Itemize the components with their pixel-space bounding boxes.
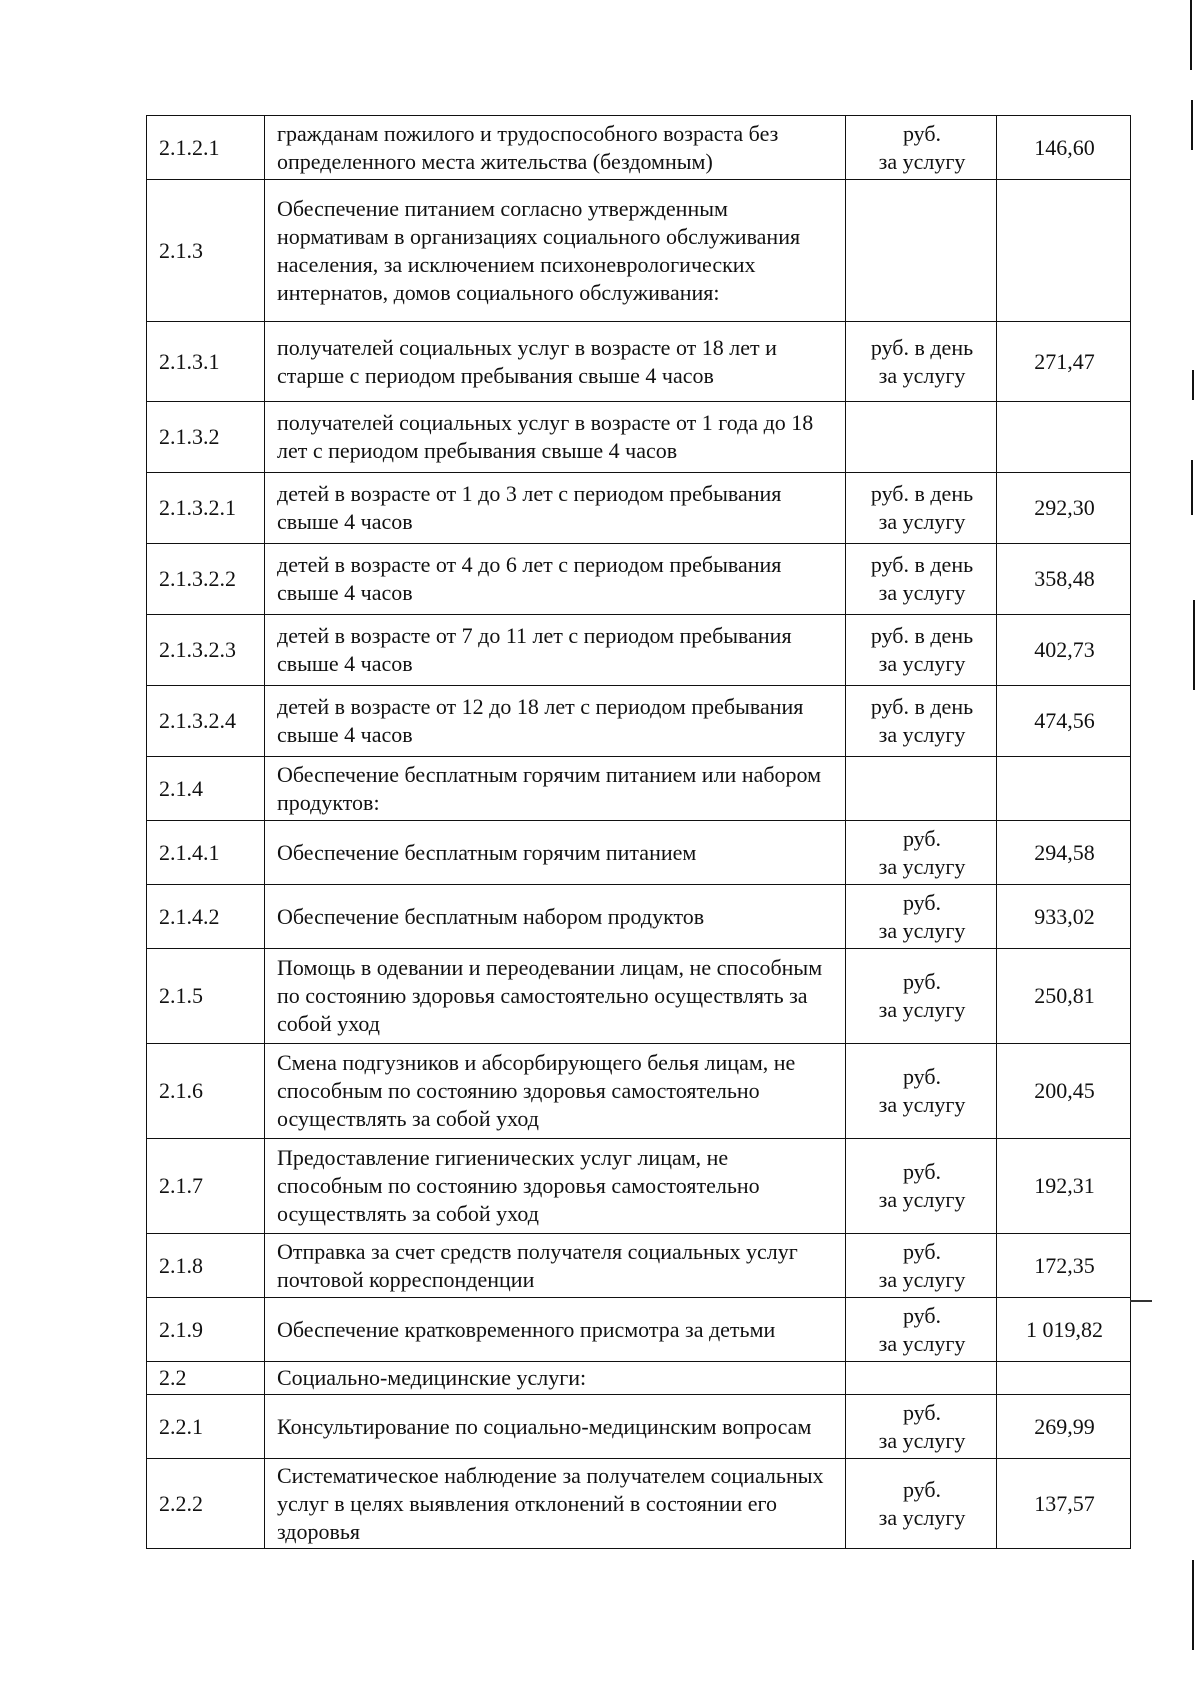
table-row — [147, 949, 1131, 1044]
service-name: Обеспечение питанием согласно утвержденным нормативам в организациях социального обслуживания населения, за исключением психоневрологических интернатов, домов социального обслуживания: — [265, 180, 846, 322]
unit-line-1: руб. в день — [870, 334, 974, 360]
item-code: 2.1.3.2.2 — [147, 544, 265, 615]
service-name: Обеспечение бесплатным горячим питанием или набором продуктов: — [265, 757, 846, 821]
unit-line-1: руб. — [902, 825, 942, 851]
service-name: детей в возрасте от 1 до 3 лет с периодом пребывания свыше 4 часов — [265, 473, 846, 544]
unit-line-2: за услугу — [878, 1427, 966, 1453]
item-code: 2.1.3 — [147, 180, 265, 322]
unit-cell — [846, 1395, 997, 1459]
unit-line-1: руб. — [902, 1476, 942, 1502]
unit-cell — [846, 757, 997, 821]
unit-cell — [846, 1234, 997, 1298]
unit-line-1: руб. в день — [870, 552, 974, 577]
unit-cell — [846, 885, 997, 949]
table-row — [147, 686, 1131, 757]
table-row — [147, 473, 1131, 544]
unit-line-1: руб. — [902, 1159, 942, 1184]
unit-cell — [846, 1459, 997, 1549]
unit-line-1: руб. — [902, 1238, 942, 1264]
table-row — [147, 180, 1131, 322]
table-row — [147, 885, 1131, 949]
table-row — [147, 544, 1131, 615]
scan-edge-mark — [1191, 100, 1193, 150]
unit-line-2: за услугу — [878, 997, 966, 1022]
table-edge-overhang — [1130, 1300, 1152, 1302]
unit-line-2: за услугу — [878, 722, 966, 747]
table-row — [147, 615, 1131, 686]
service-name: Помощь в одевании и переодевании лицам, не способным по состоянию здоровья самостоятельно осуществлять за собой уход — [265, 949, 846, 1044]
item-code: 2.1.3.2.3 — [147, 615, 265, 686]
service-name: детей в возрасте от 4 до 6 лет с периодом пребывания свыше 4 часов — [265, 544, 846, 615]
price-value: 172,35 — [997, 1234, 1131, 1298]
item-code: 2.1.8 — [147, 1234, 265, 1298]
price-value: 474,56 — [997, 686, 1131, 757]
table-row — [147, 402, 1131, 473]
table-row — [147, 1362, 1131, 1395]
unit-line-2: за услугу — [878, 580, 966, 605]
table-row — [147, 821, 1131, 885]
scan-edge-mark — [1193, 600, 1195, 690]
scan-edge-mark — [1192, 1560, 1194, 1650]
unit-cell — [846, 1362, 997, 1395]
table-row — [147, 116, 1131, 180]
unit-line-1: руб. — [902, 1302, 942, 1328]
price-value: 402,73 — [997, 615, 1131, 686]
scan-edge-mark — [1190, 0, 1192, 70]
unit-line-1: руб. — [902, 889, 942, 915]
service-name: Предоставление гигиенических услуг лицам, не способным по состоянию здоровья самостоятельно осуществлять за собой уход — [265, 1139, 846, 1234]
table-row — [147, 1395, 1131, 1459]
table-row — [147, 1139, 1131, 1234]
unit-cell — [846, 1139, 997, 1234]
item-code: 2.2.2 — [147, 1459, 265, 1549]
price-value — [997, 1362, 1131, 1395]
unit-cell — [846, 821, 997, 885]
unit-line-2: за услугу — [878, 1187, 966, 1212]
service-name: Обеспечение кратковременного присмотра за детьми — [265, 1298, 846, 1362]
item-code: 2.1.4.1 — [147, 821, 265, 885]
price-value: 200,45 — [997, 1044, 1131, 1139]
unit-cell — [846, 1298, 997, 1362]
unit-line-2: за услугу — [878, 1504, 966, 1530]
unit-cell — [846, 686, 997, 757]
price-value: 137,57 — [997, 1459, 1131, 1549]
service-name: Консультирование по социально-медицинским вопросам — [265, 1395, 846, 1459]
item-code: 2.2 — [147, 1362, 265, 1395]
service-name: Социально-медицинские услуги: — [265, 1362, 846, 1395]
unit-line-1: руб. в день — [870, 694, 974, 719]
unit-line-2: за услугу — [878, 651, 966, 676]
service-name: детей в возрасте от 7 до 11 лет с периодом пребывания свыше 4 часов — [265, 615, 846, 686]
unit-line-1: руб. в день — [870, 623, 974, 648]
price-value: 269,99 — [997, 1395, 1131, 1459]
item-code: 2.1.3.2 — [147, 402, 265, 473]
scan-edge-mark — [1192, 370, 1194, 400]
service-name: получателей социальных услуг в возрасте от 18 лет и старше с периодом пребывания свыше 4 часов — [265, 322, 846, 402]
item-code: 2.1.3.1 — [147, 322, 265, 402]
table-row — [147, 322, 1131, 402]
unit-line-1: руб. — [902, 969, 942, 994]
tariff-table-body — [147, 116, 1131, 1549]
service-name: гражданам пожилого и трудоспособного возраста без определенного места жительства (бездомным) — [265, 116, 846, 180]
item-code: 2.1.3.2.4 — [147, 686, 265, 757]
item-code: 2.1.9 — [147, 1298, 265, 1362]
price-value — [997, 757, 1131, 821]
table-row — [147, 1459, 1131, 1549]
price-value: 271,47 — [997, 322, 1131, 402]
table-row — [147, 1234, 1131, 1298]
service-name: детей в возрасте от 12 до 18 лет с периодом пребывания свыше 4 часов — [265, 686, 846, 757]
price-value: 294,58 — [997, 821, 1131, 885]
unit-line-2: за услугу — [878, 509, 966, 534]
scan-edge-mark — [1191, 460, 1193, 515]
unit-cell — [846, 544, 997, 615]
service-name: Отправка за счет средств получателя социальных услуг почтовой корреспонденции — [265, 1234, 846, 1298]
unit-line-2: за услугу — [878, 1092, 966, 1117]
price-value: 250,81 — [997, 949, 1131, 1044]
unit-line-2: за услугу — [878, 362, 966, 388]
unit-line-2: за услугу — [878, 853, 966, 879]
unit-cell — [846, 1044, 997, 1139]
unit-cell — [846, 322, 997, 402]
price-value: 1 019,82 — [997, 1298, 1131, 1362]
item-code: 2.1.5 — [147, 949, 265, 1044]
price-value — [997, 180, 1131, 322]
unit-cell — [846, 180, 997, 322]
table-row — [147, 757, 1131, 821]
item-code: 2.1.4 — [147, 757, 265, 821]
item-code: 2.2.1 — [147, 1395, 265, 1459]
table-row — [147, 1044, 1131, 1139]
item-code: 2.1.2.1 — [147, 116, 265, 180]
item-code: 2.1.6 — [147, 1044, 265, 1139]
price-value: 146,60 — [997, 116, 1131, 180]
price-value — [997, 402, 1131, 473]
table-row — [147, 1298, 1131, 1362]
unit-line-1: руб. — [902, 120, 942, 146]
service-name: Обеспечение бесплатным набором продуктов — [265, 885, 846, 949]
unit-cell — [846, 473, 997, 544]
unit-line-1: руб. — [902, 1399, 942, 1425]
price-value: 192,31 — [997, 1139, 1131, 1234]
service-name: Смена подгузников и абсорбирующего белья лицам, не способным по состоянию здоровья самостоятельно осуществлять за собой уход — [265, 1044, 846, 1139]
unit-cell — [846, 116, 997, 180]
unit-line-2: за услугу — [878, 148, 966, 174]
unit-cell — [846, 949, 997, 1044]
unit-line-1: руб. — [902, 1064, 942, 1089]
item-code: 2.1.4.2 — [147, 885, 265, 949]
tariff-table — [146, 115, 1131, 1549]
unit-cell — [846, 402, 997, 473]
unit-line-2: за услугу — [878, 1330, 966, 1356]
unit-cell — [846, 615, 997, 686]
price-value: 933,02 — [997, 885, 1131, 949]
unit-line-2: за услугу — [878, 917, 966, 943]
service-name: Обеспечение бесплатным горячим питанием — [265, 821, 846, 885]
service-name: Систематическое наблюдение за получателем социальных услуг в целях выявления отклонений в состоянии его здоровья — [265, 1459, 846, 1549]
price-value: 358,48 — [997, 544, 1131, 615]
service-name: получателей социальных услуг в возрасте от 1 года до 18 лет с периодом пребывания свыше 4 часов — [265, 402, 846, 473]
item-code: 2.1.3.2.1 — [147, 473, 265, 544]
unit-line-1: руб. в день — [870, 481, 974, 506]
unit-line-2: за услугу — [878, 1266, 966, 1292]
item-code: 2.1.7 — [147, 1139, 265, 1234]
price-value: 292,30 — [997, 473, 1131, 544]
